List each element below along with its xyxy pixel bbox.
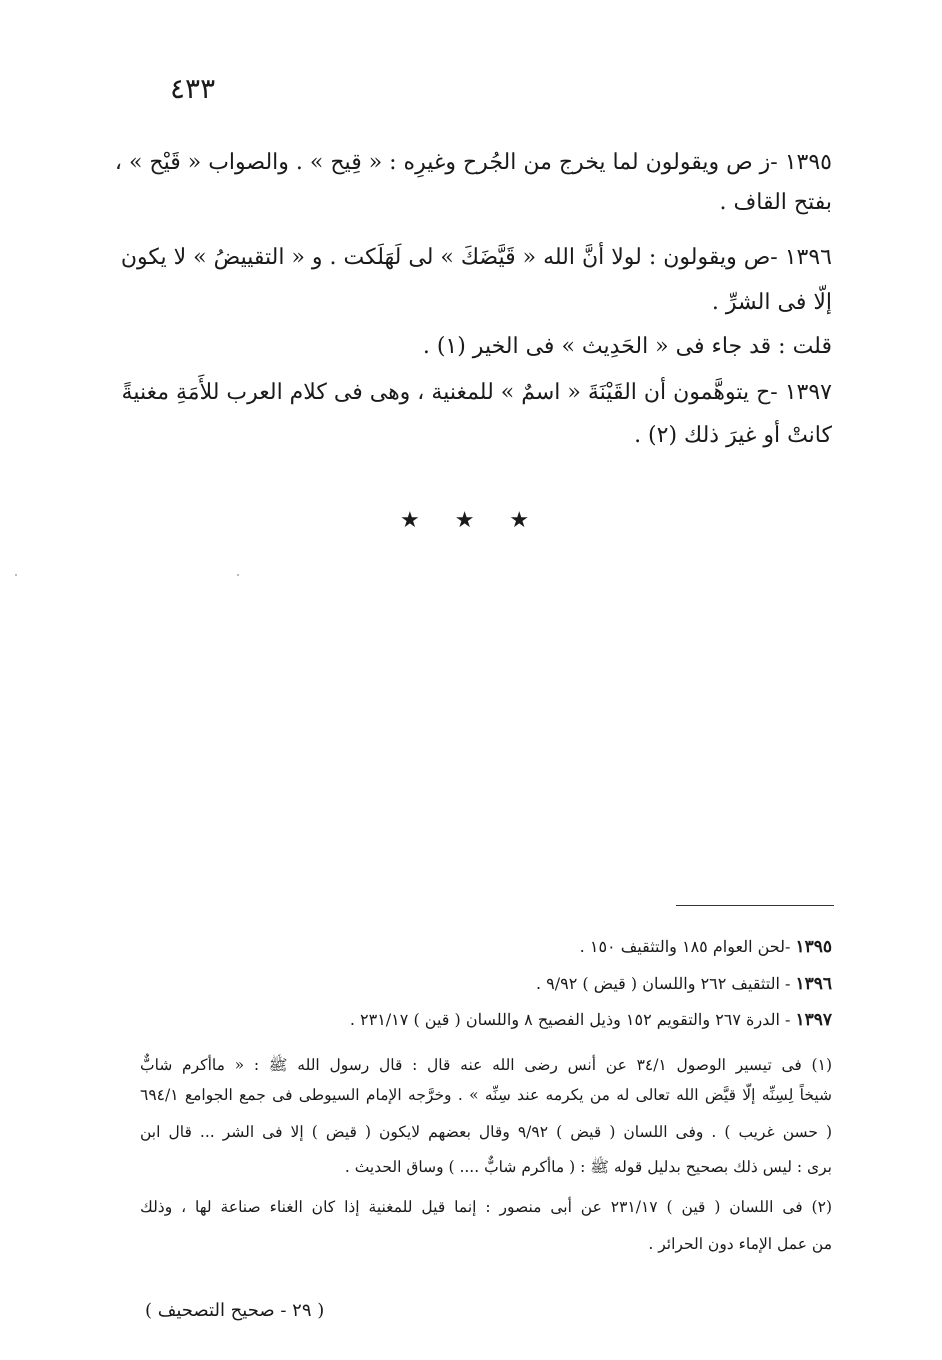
footnote-1-line-1: (١) فى تيسير الوصول ٣٤/١ عن أنس رضى الله عنه قال : قال رسول الله ﷺ : « ماأكرم شابٌّ xyxy=(140,1056,832,1074)
reference-1397 xyxy=(350,1010,832,1030)
reference-text: - التثقيف ٢٦٢ واللسان ( قيض ) ٩/٩٢ . xyxy=(535,974,796,993)
scan-speck xyxy=(15,574,17,576)
signature-mark: ( ٢٩ - صحيح التصحيف ) xyxy=(145,1300,325,1321)
entry-1396-line-1: ١٣٩٦ -ص ويقولون : لولا أنَّ الله « قَيَّضَكَ » لى لَهَلَكت . و « التقييضُ » لا يكون xyxy=(120,245,832,270)
scan-speck xyxy=(237,574,239,576)
entry-1397-line-2: كانتْ أو غيرَ ذلك (٢) . xyxy=(634,423,832,448)
footnote-1-line-3: ( حسن غريب ) . وفى اللسان ( قيض ) ٩/٩٢ وقال بعضهم لايكون ( قيض ) إلا فى الشر ... قال ابن xyxy=(140,1123,832,1141)
page-number: ٤٣٣ xyxy=(170,72,216,105)
section-separator-stars: ★ ★ ★ xyxy=(400,508,544,533)
entry-1396-line-2: إلّا فى الشرِّ . xyxy=(711,290,832,315)
reference-text: -لحن العوام ١٨٥ والتثقيف ١٥٠ . xyxy=(579,937,796,956)
reference-number: ١٣٩٧ xyxy=(795,1010,832,1030)
entry-1397-line-1: ١٣٩٧ -ح يتوهَّمون أن القَيْنَةَ « اسمٌ » للمغنية ، وهى فى كلام العرب للأَمَةِ مغنيةً xyxy=(121,380,832,405)
footnote-2-line-1: (٢) فى اللسان ( قين ) ٢٣١/١٧ عن أبى منصور : إنما قيل للمغنية إذا كان الغناء صناعة لها ، وذلك xyxy=(140,1198,833,1216)
footnote-1-line-2: شيخاً لِسِنِّه إلّا قيَّض الله تعالى له من يكرمه عند سِنِّه » . وخرَّجه الإمام السيوطى فى جمع الجوامع ٦٩٤/١ xyxy=(140,1086,832,1104)
reference-number: ١٣٩٦ xyxy=(795,974,832,994)
entry-1395-line-2: بفتح القاف . xyxy=(719,190,832,215)
reference-text: - الدرة ٢٦٧ والتقويم ١٥٢ وذيل الفصيح ٨ واللسان ( قين ) ٢٣١/١٧ . xyxy=(349,1010,796,1029)
reference-1395 xyxy=(580,937,832,957)
reference-1396 xyxy=(536,974,832,994)
entry-1395-line-1: ١٣٩٥ -ز ص ويقولون لما يخرج من الجُرح وغيرِه : « قِيح » . والصواب « قَيْح » ، xyxy=(114,150,832,175)
footnote-divider xyxy=(676,905,834,906)
footnote-1-line-4: برى : ليس ذلك بصحيح بدليل قوله ﷺ : ( ماأكرم شابٌّ .... ) وساق الحديث . xyxy=(344,1158,832,1176)
entry-1396-line-3: قلت : قد جاء فى « الحَدِيث » فى الخير (١) . xyxy=(422,334,832,359)
footnote-2-line-2: من عمل الإماء دون الحرائر . xyxy=(648,1235,832,1253)
reference-number: ١٣٩٥ xyxy=(795,937,832,957)
